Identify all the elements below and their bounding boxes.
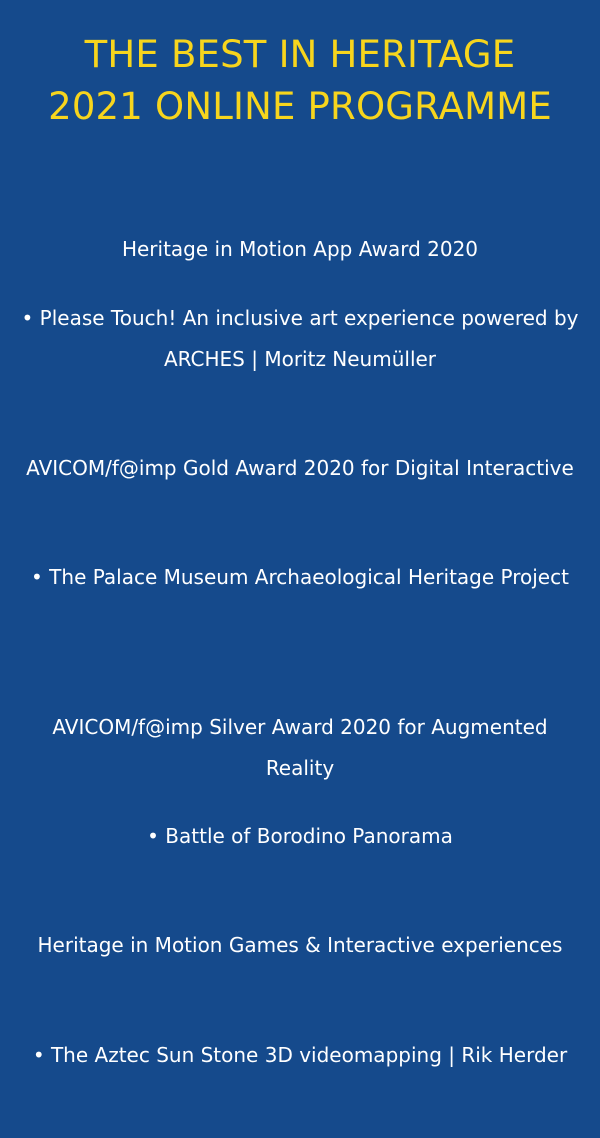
title-line-2: 2021 ONLINE PROGRAMME [48, 85, 552, 128]
section-heading-silver-award: AVICOM/f@imp Silver Award 2020 for Augmented Reality [52, 715, 548, 780]
section-item-please-touch: • Please Touch! An inclusive art experience powered by ARCHES | Moritz Neumüller [21, 306, 579, 371]
section-heading-gold-award: AVICOM/f@imp Gold Award 2020 for Digital Interactive [26, 456, 574, 480]
section-heading-games: Heritage in Motion Games & Interactive experiences [37, 933, 563, 957]
title-line-1: THE BEST IN HERITAGE [84, 33, 516, 76]
page-title [0, 29, 600, 133]
section-heading-app-award: Heritage in Motion App Award 2020 [121, 237, 479, 261]
section-item-palace-museum: • The Palace Museum Archaeological Heritage Project [31, 565, 569, 589]
section-item-aztec-sun-stone: • The Aztec Sun Stone 3D videomapping | Rik Herder [32, 1043, 568, 1067]
section-item-borodino: • Battle of Borodino Panorama [147, 824, 453, 848]
